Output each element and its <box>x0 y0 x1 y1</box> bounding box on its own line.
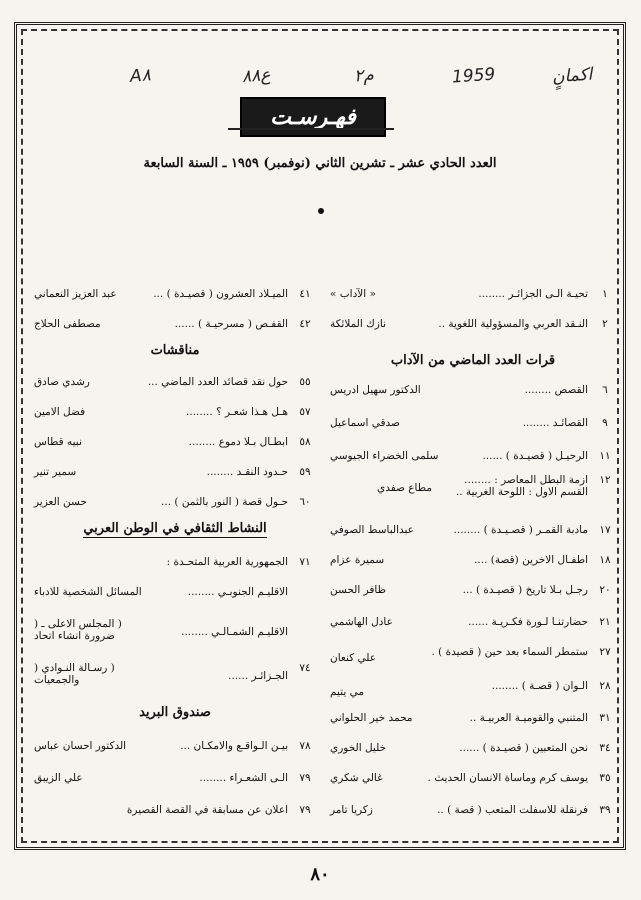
toc-entry[interactable]: الاقليـم الجنوبـي ........ المسائل الشخصية للادباء <box>34 586 288 598</box>
toc-entry[interactable]: ٧٩ الـى الشعـراء ........ علي الزيبق <box>34 772 311 784</box>
handwritten-note: ۲م <box>353 65 375 87</box>
section-heading: النشاط الثقافي في الوطن العربي <box>83 521 267 536</box>
toc-entry[interactable]: ٤١ الميـلاد العشرون ( قصيـدة ) ... عبد العزيز النعماني <box>34 288 311 300</box>
toc-entry[interactable]: ٣١ المتنبي والقوميـة العربيـة .. محمد خير الحلواني <box>330 712 611 724</box>
toc-entry[interactable]: ٥٩ حـدود النقـد ........ سمير تنير <box>34 466 311 478</box>
toc-entry[interactable]: ٧١ الجمهورية العربية المتحـدة : <box>166 556 311 568</box>
toc-entry[interactable]: ٧٨ بيـن الـواقـع والامكـان ... الدكتور احسان عباس <box>34 740 311 752</box>
toc-entry[interactable]: ٧٩ اعلان عن مسابقة في القصة القصيرة <box>126 804 311 816</box>
ornament-dot <box>318 208 324 214</box>
toc-entry[interactable]: ٩ القصائـد ........ صدقي اسماعيل <box>330 417 608 429</box>
issue-line: العدد الحادي عشر ـ تشرين الثاني (نوفمبر) ١٩٥٩ ـ السنة السابعة <box>143 156 497 171</box>
handwritten-note: A۸ <box>129 65 152 87</box>
toc-entry[interactable]: ٦٠ حـول قصة ( النور بالثمن ) ... حسن العزير <box>34 496 311 508</box>
toc-entry[interactable]: ٣٤ نحن المتعبين ( قصيـدة ) ...... خليل الخوري <box>330 742 611 754</box>
toc-entry[interactable]: ٢٨ الـوان ( قصـة ) ........ مي يتيم <box>330 680 611 698</box>
toc-entry[interactable]: ١٨ اطفـال الاخرين (قصة) .... سميرة عزام <box>330 554 611 566</box>
toc-entry[interactable]: ٧٤ الجـزائـر ...... ( رسـالة النـوادي ( والجمعيات <box>34 662 311 687</box>
handwritten-note: ۸۸ع <box>241 65 272 87</box>
toc-entry[interactable]: ٦ القصص ........ الدكتور سهيل ادريس <box>330 384 608 396</box>
toc-entry[interactable]: ٢٧ ستمطر السماء بعد حين ( قصيدة ) . علي كنعان <box>330 646 611 664</box>
toc-entry[interactable]: الاقليـم الشمـالـي ........ ( المجلس الاعلى ـ ( ضرورة انشاء اتحاد <box>34 618 288 643</box>
toc-entry[interactable]: ٢١ حضارتنـا لـورة فكـريـة ...... عادل الهاشمي <box>330 616 611 628</box>
toc-entry[interactable]: ٣٥ يوسف كرم وماساة الانسان الحديث . غالي شكري <box>330 772 611 784</box>
page-title: فهـرسـت <box>240 97 386 137</box>
toc-entry[interactable]: ١١ الرحيـل ( قصيـدة ) ...... سلمى الخضراء الجيوسي <box>330 450 611 462</box>
section-heading: مناقشات <box>150 343 200 358</box>
toc-entry[interactable]: ٢٠ رجـل بـلا تاريخ ( قصيـدة ) ... ظافر الحسن <box>330 584 611 596</box>
section-heading: صندوق البريد <box>139 705 211 720</box>
toc-entry[interactable]: ٥٥ حول نقد قصائد العدد الماضي ... رشدي صادق <box>34 376 311 388</box>
toc-entry[interactable]: ١ تحيـة الـى الجزائـر ........ « الآداب » <box>330 288 608 300</box>
toc-entry[interactable]: ٣٩ فرنقلة للاسفلت المتعب ( قصة ) .. زكريا تامر <box>330 804 611 816</box>
toc-entry[interactable]: ٥٨ ابطـال بـلا دموع ........ نبيه قطاس <box>34 436 311 448</box>
toc-entry[interactable]: ١٧ مادبة القمـر ( قصـيـدة ) ........ عبدالباسط الصوفي <box>330 524 611 536</box>
handwritten-note: 1959 <box>451 64 496 88</box>
title-divider <box>228 128 394 130</box>
toc-entry[interactable]: ١٢ ازمة البطل المعاصر : ........ القسم الاول : اللوحة الغربية .. مطاع صفدي <box>377 474 611 499</box>
section-heading: قرات العدد الماضي من الآداب <box>390 353 556 368</box>
toc-entry[interactable]: ٥٧ هـل هـذا شعـر ؟ ........ فضل الامين <box>34 406 311 418</box>
toc-entry[interactable]: ٢ النـقد العربي والمسؤولية اللغوية .. نازك الملائكة <box>330 318 608 330</box>
handwritten-note: اکمانٍ <box>551 64 593 88</box>
toc-entry[interactable]: ٤٢ القفـص ( مسرحيـة ) ...... مصطفى الحلاج <box>34 318 311 330</box>
page-number: ٨٠ <box>310 864 330 885</box>
